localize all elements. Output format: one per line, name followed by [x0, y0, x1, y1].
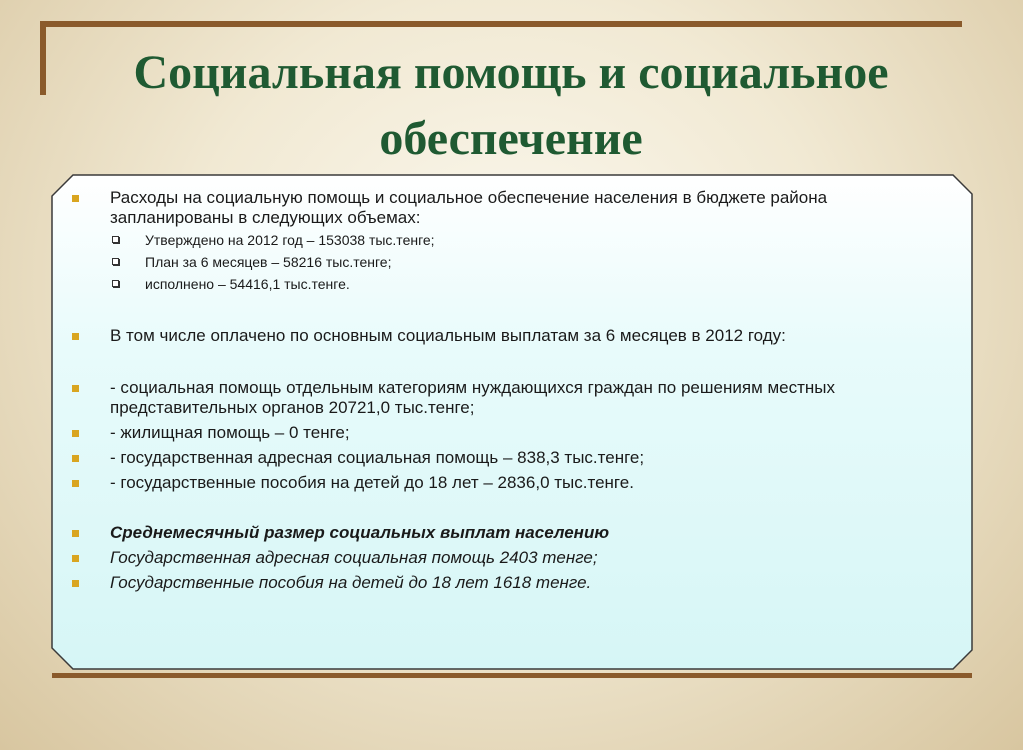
- payment-text: - социальная помощь отдельным категориям нуждающихся граждан по решениям местных представительных органов 20721,0 тыс.тенге;: [110, 378, 836, 417]
- sub-item-plan: [70, 252, 950, 272]
- list-item-average-heading: [70, 523, 950, 543]
- list-item-payment: [70, 448, 950, 468]
- sub-item-text: исполнено – 54416,1 тыс.тенге.: [145, 276, 350, 292]
- payment-text: - государственная адресная социальная помощь – 838,3 тыс.тенге;: [110, 448, 645, 467]
- square-bullet-icon: [72, 530, 79, 537]
- list-item-payment: [70, 378, 950, 418]
- list-item-payment: [70, 473, 950, 493]
- square-bullet-icon: [72, 580, 79, 587]
- square-bullet-icon: [72, 480, 79, 487]
- square-bullet-icon: [72, 385, 79, 392]
- sub-item-approved: [70, 230, 950, 250]
- payment-text: - государственные пособия на детей до 18 лет – 2836,0 тыс.тенге.: [110, 473, 634, 492]
- payment-text: - жилищная помощь – 0 тенге;: [110, 423, 350, 442]
- list-item-average: [70, 548, 950, 568]
- square-bullet-icon: [72, 555, 79, 562]
- average-text: Государственная адресная социальная помощь 2403 тенге;: [110, 548, 598, 567]
- slide-title: Социальная помощь и социальное обеспечение: [133, 46, 889, 165]
- sub-item-text: Утверждено на 2012 год – 153038 тыс.тенге;: [145, 232, 435, 248]
- list-item-payment: [70, 423, 950, 443]
- average-text: Государственные пособия на детей до 18 лет 1618 тенге.: [110, 573, 592, 592]
- sub-item-executed: [70, 274, 950, 294]
- slide-body: [70, 188, 950, 593]
- paid-text: В том числе оплачено по основным социальным выплатам за 6 месяцев в 2012 году:: [110, 326, 786, 345]
- square-bullet-icon: [72, 455, 79, 462]
- hollow-square-bullet-icon: [112, 280, 119, 287]
- square-bullet-icon: [72, 430, 79, 437]
- list-item-average: [70, 573, 950, 593]
- average-heading-text: Среднемесячный размер социальных выплат населению: [110, 523, 610, 542]
- budget-text: Расходы на социальную помощь и социальное обеспечение населения в бюджете района запланированы в следующих объемах:: [110, 188, 828, 227]
- sub-item-text: План за 6 месяцев – 58216 тыс.тенге;: [145, 254, 392, 270]
- bottom-frame-line: [52, 673, 972, 678]
- list-item-budget: [70, 188, 950, 228]
- square-bullet-icon: [72, 333, 79, 340]
- hollow-square-bullet-icon: [112, 258, 119, 265]
- hollow-square-bullet-icon: [112, 236, 119, 243]
- square-bullet-icon: [72, 195, 79, 202]
- list-item-paid: [70, 326, 950, 346]
